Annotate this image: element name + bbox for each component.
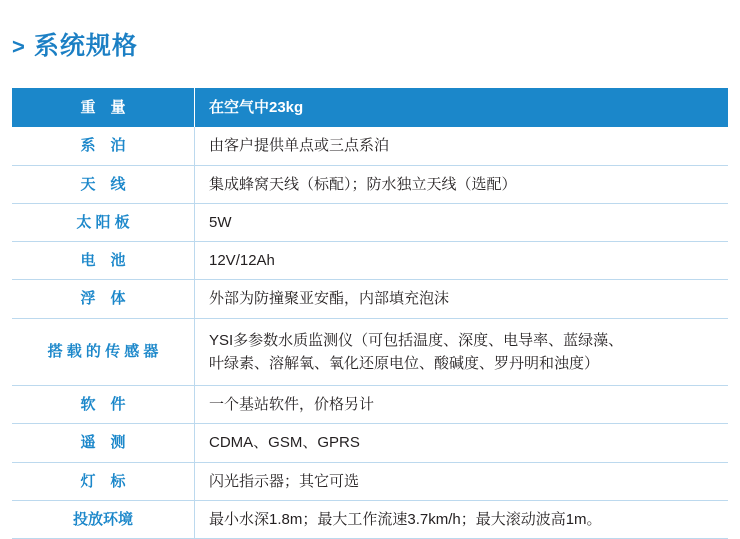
table-row <box>12 500 728 538</box>
spec-label: 遥 测 <box>12 424 195 462</box>
table-row <box>12 88 728 127</box>
spec-label: 投放环境 <box>12 500 195 538</box>
spec-value: 一个基站软件，价格另计 <box>195 386 729 424</box>
table-row <box>12 203 728 241</box>
spec-label: 重 量 <box>12 88 195 127</box>
spec-value: 在空气中23kg <box>195 88 729 127</box>
table-row <box>12 127 728 165</box>
spec-value: 由客户提供单点或三点系泊 <box>195 127 729 165</box>
spec-value: 最小水深1.8m；最大工作流速3.7km/h；最大滚动波高1m。 <box>195 500 729 538</box>
spec-value-line: 叶绿素、溶解氧、氧化还原电位、酸碱度、罗丹明和浊度） <box>209 354 600 372</box>
table-row <box>12 318 728 386</box>
spec-value: 闪光指示器；其它可选 <box>195 462 729 500</box>
spec-label: 灯 标 <box>12 462 195 500</box>
chevron-right-icon: > <box>12 34 26 59</box>
spec-label: 浮 体 <box>12 280 195 318</box>
spec-label: 搭 载 的 传 感 器 <box>12 318 195 386</box>
spec-value: 集成蜂窝天线（标配）；防水独立天线（选配） <box>195 165 729 203</box>
page-title <box>12 26 138 62</box>
spec-label: 系 泊 <box>12 127 195 165</box>
table-row <box>12 242 728 280</box>
spec-label: 电 池 <box>12 242 195 280</box>
spec-value-line: YSI多参数水质监测仪（可包括温度、深度、电导率、蓝绿藻、 <box>209 331 624 349</box>
table-body <box>12 88 728 539</box>
spec-label: 软 件 <box>12 386 195 424</box>
spec-value <box>195 318 729 386</box>
spec-value: 5W <box>195 203 729 241</box>
table-row <box>12 424 728 462</box>
table-row <box>12 462 728 500</box>
table-row <box>12 280 728 318</box>
spec-value: 12V/12Ah <box>195 242 729 280</box>
spec-value: 外部为防撞聚亚安酯，内部填充泡沫 <box>195 280 729 318</box>
table-row <box>12 386 728 424</box>
table-row <box>12 165 728 203</box>
spec-label: 太 阳 板 <box>12 203 195 241</box>
spec-label: 天 线 <box>12 165 195 203</box>
system-specifications-table <box>12 88 728 539</box>
page-title-text: 系统规格 <box>33 32 138 60</box>
spec-value: CDMA、GSM、GPRS <box>195 424 729 462</box>
